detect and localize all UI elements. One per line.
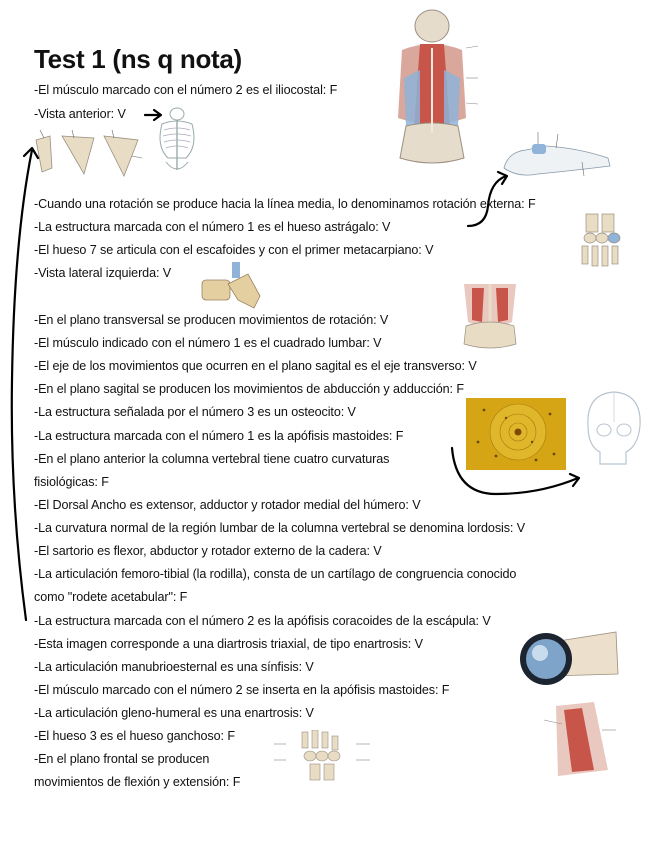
question-line: -Cuando una rotación se produce hacia la línea media, lo denominamos rotación externa: F	[34, 197, 536, 211]
question-line: -En el plano anterior la columna vertebral tiene cuatro curvaturas	[34, 452, 390, 466]
question-line: -En el plano frontal se producen	[34, 752, 210, 766]
question-line: -La articulación femoro-tibial (la rodilla), consta de un cartílago de congruencia conocido	[34, 567, 517, 581]
question-line: como "rodete acetabular": F	[34, 590, 188, 604]
question-line: -Esta imagen corresponde a una diartrosis triaxial, de tipo enartrosis: V	[34, 637, 423, 651]
question-line: -La curvatura normal de la región lumbar de la columna vertebral se denomina lordosis: V	[34, 521, 526, 535]
question-line: -La estructura marcada con el número 1 es el hueso astrágalo: V	[34, 220, 391, 234]
question-line: -El músculo marcado con el número 2 es el iliocostal: F	[34, 83, 338, 97]
question-line: -En el plano transversal se producen movimientos de rotación: V	[34, 313, 389, 327]
question-line: -La estructura marcada con el número 2 es la apófisis coracoides de la escápula: V	[34, 614, 491, 628]
question-line: -Vista anterior: V	[34, 107, 126, 121]
question-line: fisiológicas: F	[34, 475, 109, 489]
question-line: -La articulación gleno-humeral es una enartrosis: V	[34, 706, 314, 720]
arrow-curve-icon	[452, 448, 579, 494]
question-line: -El músculo marcado con el número 2 se inserta en la apófisis mastoides: F	[34, 683, 450, 697]
arrow-up-icon	[12, 148, 38, 620]
question-line: -El eje de los movimientos que ocurren en el plano sagital es el eje transverso: V	[34, 359, 477, 373]
question-line: -La articulación manubrioesternal es una sínfisis: V	[34, 660, 314, 674]
question-line: -El Dorsal Ancho es extensor, adductor y rotador medial del húmero: V	[34, 498, 421, 512]
arrow-curve-icon	[468, 172, 507, 226]
question-line: -En el plano sagital se producen los movimientos de abducción y adducción: F	[34, 382, 464, 396]
question-line: -Vista lateral izquierda: V	[34, 266, 172, 280]
page-title: Test 1 (ns q nota)	[34, 44, 242, 74]
question-line: -El músculo indicado con el número 1 es el cuadrado lumbar: V	[34, 336, 382, 350]
arrow-right-icon	[145, 110, 161, 120]
question-line: -El hueso 3 es el hueso ganchoso: F	[34, 729, 235, 743]
question-line: -La estructura marcada con el número 1 es la apófisis mastoides: F	[34, 429, 404, 443]
question-line: -El sartorio es flexor, abductor y rotador externo de la cadera: V	[34, 544, 382, 558]
question-line: -La estructura señalada por el número 3 es un osteocito: V	[34, 405, 356, 419]
question-line: -El hueso 7 se articula con el escafoides y con el primer metacarpiano: V	[34, 243, 434, 257]
question-line: movimientos de flexión y extensión: F	[34, 775, 241, 789]
